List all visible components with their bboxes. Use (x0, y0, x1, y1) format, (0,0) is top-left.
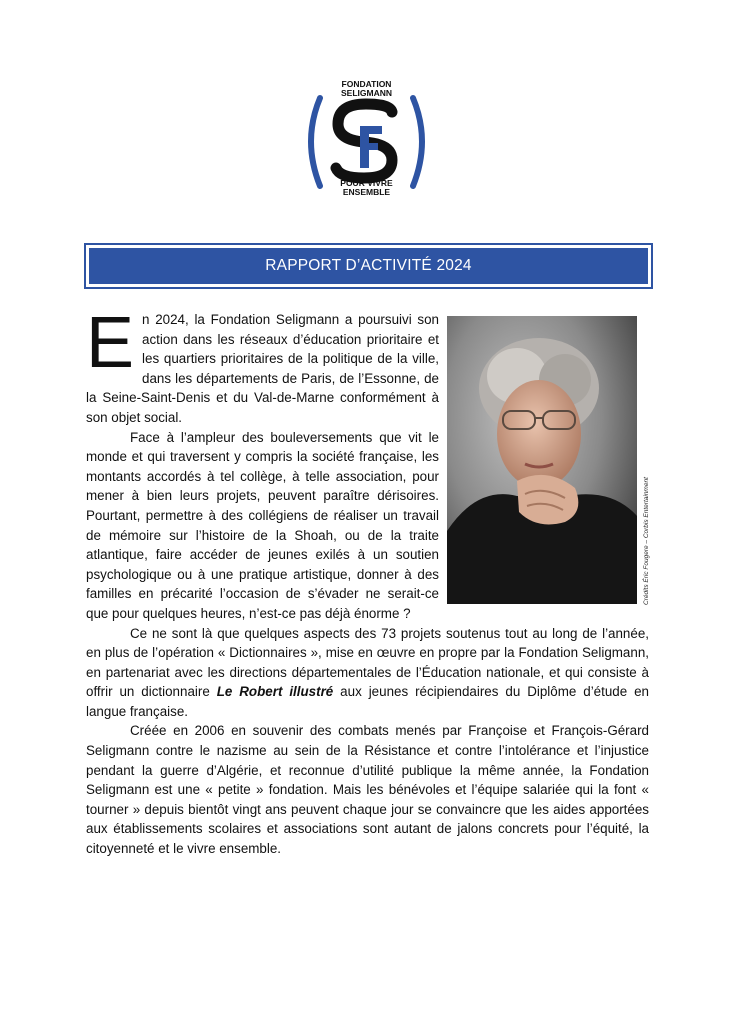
logo-line-seligmann: SELIGMANN (341, 88, 392, 98)
logo-line-ensemble: ENSEMBLE (342, 187, 391, 197)
report-title-banner (84, 243, 653, 289)
report-title: RAPPORT D’ACTIVITÉ 2024 (89, 248, 648, 284)
logo-bottom-text (300, 179, 433, 197)
photo-credit: Crédits Éric Fougere – Corbis Entertainment (643, 477, 650, 605)
portrait-photo (447, 316, 637, 604)
portrait-illustration (447, 316, 637, 604)
portrait-figure (447, 316, 649, 606)
logo-line-fondation: FONDATION (341, 79, 392, 89)
paragraph-3-text-start: Ce ne sont là que quelques aspects des 73 projets soutenus tout au long de l’année, en plus de l’opération « Dictionnaires », mise en œuvre en propre par la Fondation Seligmann, en partenariat avec les directions départementales de l’Éducation nationale, et qui consiste à offrir un dictionnaire (86, 625, 649, 700)
paragraph-4: Créée en 2006 en souvenir des combats menés par Françoise et François-Gérard Seligmann contre le nazisme au sein de la Résistance et contre l’intolérance et l’injustice pendant la guerre d’Algérie, et reconnue d’utilité publique la même année, la Fondation Seligmann est une « petite » fondation. Mais les bénévoles et l’équipe salariée qui la font « tourner » depuis bientôt vingt ans peuvent chaque jour se convaincre que les aides apportées aux établissements scolaires et associations sont autant de jalons concrets pour l’équité, la citoyenneté et le vivre ensemble. (86, 723, 649, 857)
paragraph-2: Face à l’ampleur des bouleversements que vit le monde et qui traversent y compris la société française, les montants accordés à tel collège, à telle association, pour mener à bien leurs projets, peuvent paraître dérisoires. Pourtant, permettre à des collégiens de réaliser un travail de mémoire sur l’histoire de la Shoah, ou de la traite atlantique, faire accéder de jeunes exilés à un soutien psychologique ou à une pratique artistique, donner à des familles en précarité l’occasion de s’évader ne serait-ce que pour quelques heures, n’est-ce pas déjà énorme ? (86, 429, 439, 621)
dictionary-title: Le Robert illustré (216, 684, 334, 700)
foundation-logo (300, 78, 433, 204)
report-article (86, 303, 650, 859)
logo-line-pour-vivre: POUR VIVRE (340, 178, 393, 188)
paragraph-3-text-end: aux jeunes récipiendaires du Diplôme d’étude en langue française. (86, 684, 650, 719)
logo-top-text (300, 80, 433, 98)
paragraph-1-text: n 2024, la Fondation Seligmann a poursuivi son action dans les réseaux d’éducation prioritaire et les quartiers prioritaires de la politique de la ville, dans les départements de Paris, de l’Essonne, de la Seine-Saint-Denis et du Val-de-Marne conformément à son objet social. (86, 312, 439, 425)
paragraph-3 (86, 624, 649, 722)
drop-cap: E (86, 303, 135, 383)
